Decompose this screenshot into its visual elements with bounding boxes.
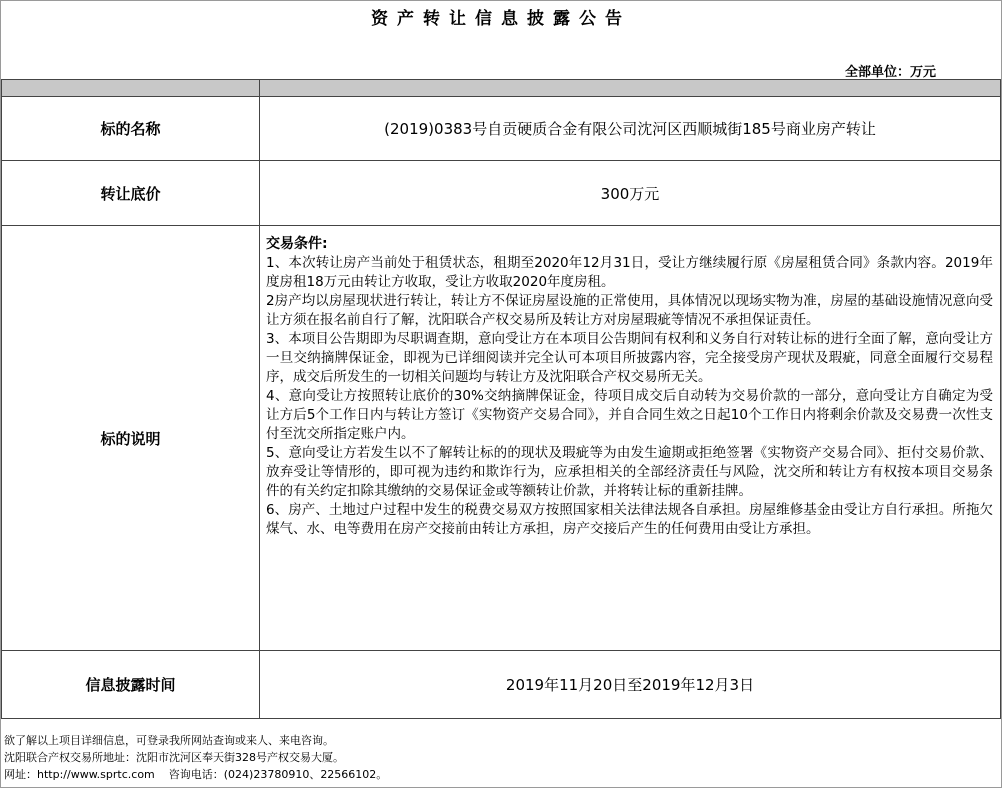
- page-title: 资产转让信息披露公告: [371, 9, 631, 29]
- row-price: [2, 161, 1001, 226]
- condition-item: 6、房产、土地过户过程中发生的税费交易双方按照国家相关法律法规各自承担。房屋维修基金由受让方自行承担。所拖欠煤气、水、电等费用在房产交接前由转让方承担，房产交接后产生的任何费用由受让方承担。: [266, 502, 993, 537]
- header-cell-value: [260, 80, 1001, 97]
- price-value: 300万元: [260, 161, 1001, 226]
- period-label: 信息披露时间: [2, 651, 260, 719]
- footer-inquiry-note: 欲了解以上项目详细信息，可登录我所网站查询或来人、来电咨询。: [4, 734, 334, 747]
- notice-table: [1, 79, 1001, 719]
- condition-item: 2房产均以房屋现状进行转让，转让方不保证房屋设施的正常使用，具体情况以现场实物为准，房屋的基础设施情况意向受让方须在报名前自行了解，沈阳联合产权交易所及转让方对房屋瑕疵等情况不承担保证责任。: [266, 293, 993, 328]
- price-label: 转让底价: [2, 161, 260, 226]
- row-description: [2, 226, 1001, 651]
- footer-address: 沈阳联合产权交易所地址：沈阳市沈河区奉天街328号产权交易大厦。: [4, 751, 344, 764]
- condition-item: 4、意向受让方按照转让底价的30%交纳摘牌保证金，待项目成交后自动转为交易价款的一部分，意向受让方自确定为受让方后5个工作日内与转让方签订《实物资产交易合同》，并自合同生效之日起10个工作日内将剩余价款及交易费一次性支付至沈交所指定账户内。: [266, 388, 993, 442]
- description-heading: 交易条件:: [266, 236, 328, 252]
- unit-label: 全部单位：万元: [844, 65, 936, 80]
- condition-item: 1、本次转让房产当前处于租赁状态，租期至2020年12月31日，受让方继续履行原《房屋租赁合同》条款内容。2019年度房租18万元由转让方收取，受让方收取2020年度房租。: [266, 255, 993, 290]
- header-cell-label: [2, 80, 260, 97]
- condition-item: 5、意向受让方若发生以不了解转让标的的现状及瑕疵等为由发生逾期或拒绝签署《实物资产交易合同》、拒付交易价款、放弃受让等情形的，即可视为违约和欺诈行为，应承担相关的全部经济责任与风险，沈交所和转让方有权按本项目交易条件的有关约定扣除其缴纳的交易保证金或等额转让价款，并将转让标的重新挂牌。: [266, 445, 993, 499]
- condition-item: 3、本项目公告期即为尽职调查期，意向受让方在本项目公告期间有权利和义务自行对转让标的进行全面了解，意向受让方一旦交纳摘牌保证金，即视为已详细阅读并完全认可本项目所披露内容，完全接受房产现状及瑕疵，同意全面履行交易程序，成交后所发生的一切相关问题均与转让方及沈阳联合产权交易所无关。: [266, 331, 993, 385]
- name-value: (2019)0383号自贡硬质合金有限公司沈河区西顺城街185号商业房产转让: [260, 97, 1001, 161]
- description-content: [260, 226, 1001, 651]
- table-header-row: [2, 80, 1001, 97]
- name-label: 标的名称: [2, 97, 260, 161]
- row-period: [2, 651, 1001, 719]
- footer: [4, 732, 387, 783]
- description-label: 标的说明: [2, 226, 260, 651]
- footer-contact: 网址：http://www.sprtc.com 咨询电话：(024)23780910、22566102。: [4, 768, 388, 781]
- row-name: [2, 97, 1001, 161]
- period-value: 2019年11月20日至2019年12月3日: [260, 651, 1001, 719]
